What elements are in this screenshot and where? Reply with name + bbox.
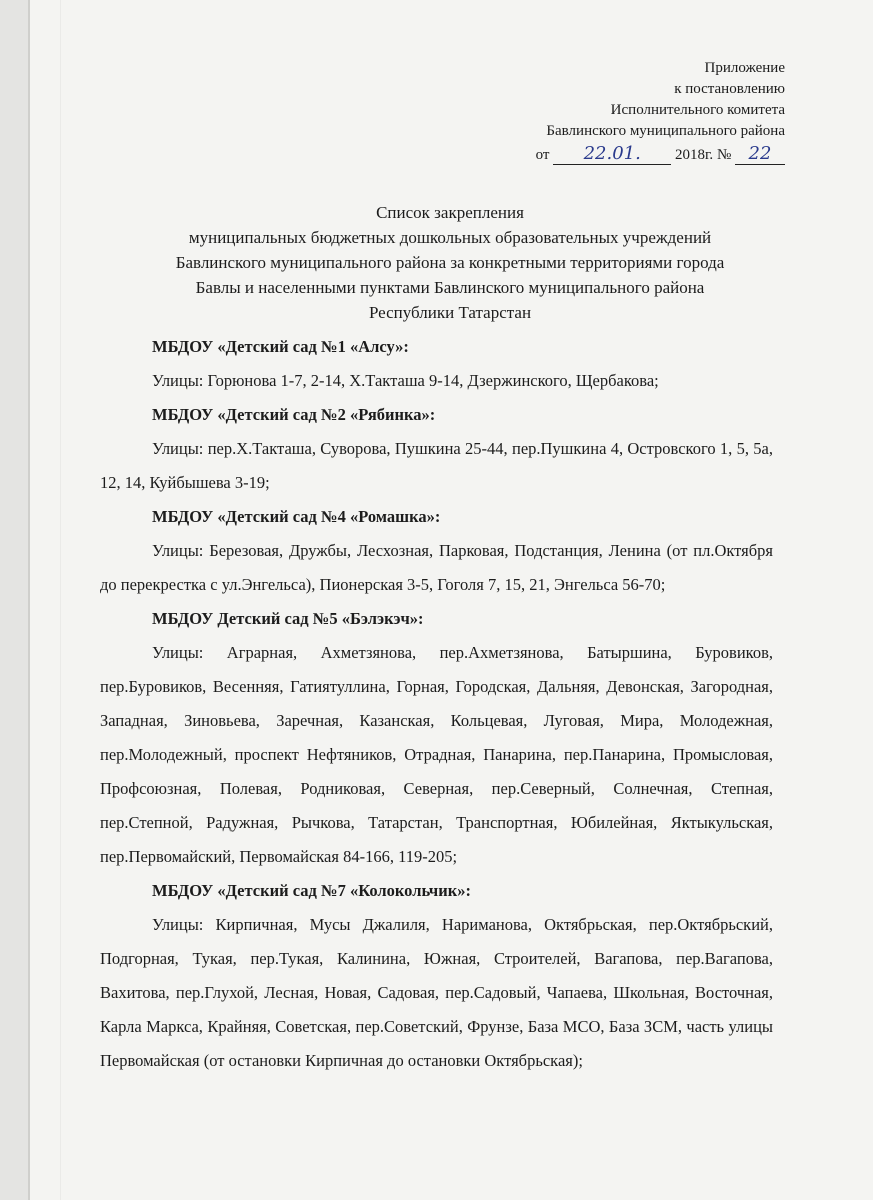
section-heading: МБДОУ «Детский сад №1 «Алсу»: xyxy=(152,337,409,356)
document-body xyxy=(100,330,773,1078)
title-line-1: Список закрепления xyxy=(376,203,524,222)
section-heading: МБДОУ «Детский сад №2 «Рябинка»: xyxy=(152,405,436,424)
document-title xyxy=(110,200,790,325)
annex-committee: Исполнительного комитета xyxy=(610,102,785,118)
section-heading: МБДОУ Детский сад №5 «Бэлэкэч»: xyxy=(152,609,424,628)
section-streets: Улицы: Аграрная, Ахметзянова, пер.Ахметзянова, Батыршина, Буровиков, пер.Буровиков, Весенняя, Гатиятуллина, Горная, Городская, Дальняя, Девонская, Загородная, Западная, Зиновьева, Заречная, Казанская, Кольцевая, Луговая, Мира, Молодежная, пер.Молодежный, проспект Нефтяников, Отрадная, Панарина, пер.Панарина, Промысловая, Профсоюзная, Полевая, Родниковая, Северная, пер.Северный, Солнечная, Степная, пер.Степной, Радужная, Рычкова, Татарстан, Транспортная, Юбилейная, Яктыкульская, пер.Первомайский, Первомайская 84-166, 119-205; xyxy=(100,643,773,866)
date-prefix: от xyxy=(535,147,550,163)
section-streets: Улицы: Кирпичная, Мусы Джалиля, Нариманова, Октябрьская, пер.Октябрьский, Подгорная, Тукая, пер.Тукая, Калинина, Южная, Строителей, Вагапова, пер.Вагапова, Вахитова, пер.Глухой, Лесная, Новая, Садовая, пер.Садовый, Чапаева, Школьная, Восточная, Карла Маркса, Крайняя, Советская, пер.Советский, Фрунзе, База МСО, База ЗСМ, часть улицы Первомайская (от остановки Кирпичная до остановки Октябрьская); xyxy=(100,915,773,1070)
number-label: № xyxy=(716,147,732,163)
section-heading: МБДОУ «Детский сад №7 «Колокольчик»: xyxy=(152,881,471,900)
section-heading: МБДОУ «Детский сад №4 «Ромашка»: xyxy=(152,507,441,526)
annex-label: Приложение xyxy=(704,60,785,76)
section-streets: Улицы: пер.Х.Такташа, Суворова, Пушкина 25-44, пер.Пушкина 4, Островского 1, 5, 5а, 12, 14, Куйбышева 3-19; xyxy=(100,439,773,492)
title-line-3: Бавлинского муниципального района за конкретными территориями города xyxy=(175,253,725,272)
annex-date-row xyxy=(500,145,785,166)
title-line-2: муниципальных бюджетных дошкольных образовательных учреждений xyxy=(188,228,712,247)
number-handwritten: 22 xyxy=(748,143,772,164)
section-streets: Улицы: Горюнова 1-7, 2-14, Х.Такташа 9-14, Дзержинского, Щербакова; xyxy=(152,371,659,390)
title-line-5: Республики Татарстан xyxy=(368,303,532,322)
page-edge xyxy=(28,0,30,1200)
title-line-4: Бавлы и населенными пунктами Бавлинского муниципального района xyxy=(195,278,705,297)
date-year: 2018г. xyxy=(674,147,714,163)
annex-district: Бавлинского муниципального района xyxy=(546,123,785,139)
section-streets: Улицы: Березовая, Дружбы, Лесхозная, Парковая, Подстанция, Ленина (от пл.Октября до перекрестка с ул.Энгельса), Пионерская 3-5, Гоголя 7, 15, 21, Энгельса 56-70; xyxy=(100,541,773,594)
annex-header xyxy=(500,58,785,166)
page-fold xyxy=(60,0,61,1200)
date-day-handwritten: 22.01. xyxy=(583,143,641,164)
annex-resolution: к постановлению xyxy=(674,81,785,97)
